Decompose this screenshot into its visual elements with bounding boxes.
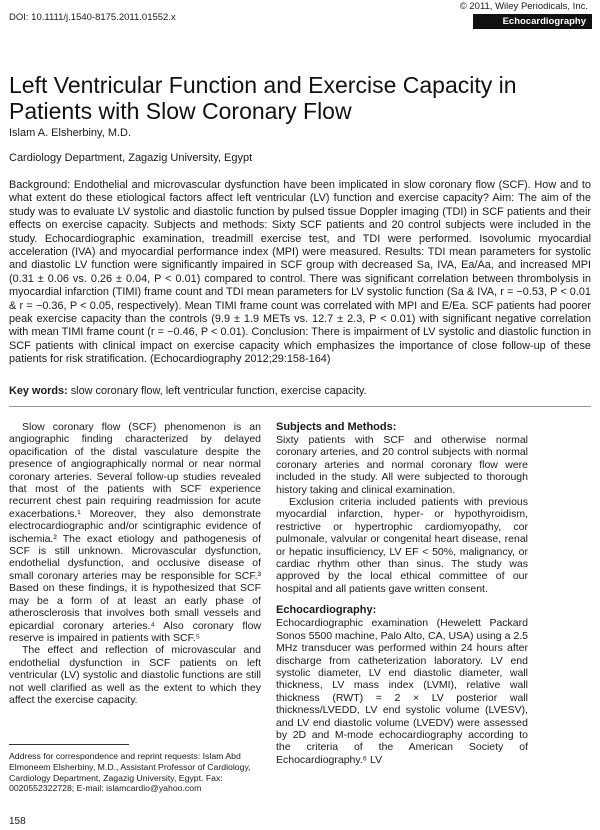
doi-line: DOI: 10.1111/j.1540-8175.2011.01552.x: [9, 12, 176, 23]
copyright-notice: © 2011, Wiley Periodicals, Inc.: [459, 1, 588, 12]
intro-paragraph-1: Slow coronary flow (SCF) phenomenon is an angiographic finding characterized by delayed opacification of the distal vasculature despite the presence of angiographically normal or near normal coronary arteries. Several follow-up studies revealed that most of the patients with SCF experience recurrent chest pain requiring readmission for acute exacerbations.¹ Moreover, they also demonstrate electrocardiographic and/or scintigraphic evidence of ischemia.² The exact etiology and pathogenesis of SCF is still unknown. Microvascular dysfunction, endothelial dysfunction, and occlusive disease of small coronary arteries may be responsible for SCF.³ Based on these findings, it is hypothesized that SCF may be a form of at least an early phase of atherosclerosis that involves both small vessels and epicardial coronary arteries.⁴ Also coronary flow reserve is impaired in patients with SCF.⁵: [9, 421, 261, 644]
page-number: 158: [9, 816, 26, 827]
left-column: [9, 421, 261, 706]
abstract-divider: [9, 406, 591, 407]
correspondence-footnote: Address for correspondence and reprint requests: Islam Abd Elmoneem Elsherbiny, M.D., Assistant Professor of Cardiology, Cardiology Department, Zagazig University, Egypt. Fax: 0020552322728; E-mail: islamcardio@yahoo.com: [9, 751, 251, 794]
section-heading-subjects-methods: Subjects and Methods:: [276, 421, 397, 433]
keywords-text: slow coronary flow, left ventricular function, exercise capacity.: [70, 385, 367, 397]
echo-paragraph: Echocardiographic examination (Hewelett Packard Sonos 5500 machine, Palo Alto, CA, USA) using a 2.5 MHz transducer was performed within 24 hours after discharge from catheterization laboratory. LV end systolic diameter, LV end diastolic diameter, wall thickness, LV mass index (LVMI), relative wall thickness (RWT) = 2 × LV posterior wall thickness/LVEDD, LV end systolic volume (LVESV), and LV end diastolic volume (LVEDV) were assessed by 2D and M-mode echocardiography according to the criteria of the American Society of Echocardiography.⁶ LV: [276, 617, 528, 766]
keywords-line: [9, 385, 591, 398]
methods-paragraph-2: Exclusion criteria included patients with previous myocardial infarction, hyper- or hypothyroidism, restrictive or hypertrophic cardiomyopathy, cor pulmonale, valvular or congenital heart disease, renal or hepatic insufficiency, LV EF < 50%, malignancy, or cardiac rhythm other than sinus. The study was approved by the local ethical committee of our hospital and all patients gave written consent.: [276, 496, 528, 595]
right-column: [276, 421, 528, 766]
keywords-label: Key words:: [9, 385, 68, 397]
section-badge: Echocardiography: [473, 14, 592, 29]
footnote-divider: [9, 744, 129, 745]
section-heading-echocardiography: Echocardiography:: [276, 604, 377, 617]
intro-paragraph-2: The effect and reflection of microvascular and endothelial dysfunction in SCF patients on left ventricular (LV) systolic and diastolic functions are still not well clarified as well as the extent to which they affect the exercise capacity.: [9, 644, 261, 706]
author-name: Islam A. Elsherbiny, M.D.: [9, 127, 132, 139]
article-title: Left Ventricular Function and Exercise Capacity in Patients with Slow Coronary Flow: [9, 72, 517, 125]
methods-paragraph-1: Sixty patients with SCF and otherwise normal coronary arteries, and 20 control subjects with normal coronary arteries and normal coronary flow were included in the study. All were subjected to thorough history taking and clinical examination.: [276, 434, 528, 496]
abstract-text: Background: Endothelial and microvascular dysfunction have been implicated in slow coronary flow (SCF). How and to what extent do these etiological factors affect left ventricular (LV) function and exercise capacity? Aim: The aim of the study was to evaluate LV systolic and diastolic function by pulsed tissue Doppler imaging (TDI) in SCF patients and their effects on exercise capacity. Subjects and methods: Sixty SCF patients and 20 control subjects were included in the study. Echocardiographic examination, treadmill exercise test, and TDI were performed. Isovolumic myocardial acceleration (IVA) and myocardial performance index (MPI) were measured. Results: TDI mean parameters for systolic and diastolic LV function were significantly impaired in SCF group with decreased Sa, IVA, Ea/Aa, and increased MPI (0.31 ± 0.06 vs. 0.26 ± 0.04, P < 0.01) compared to control. There was significant correlation between thrombolysis in myocardial infarction (TIMI) frame count and TDI mean parameters for LV systolic function (Sa & IVA, r = −0.53, P < 0.01 & r = −0.36, P < 0.05, respectively). Mean TIMI frame count was correlated with MPI and E/Ea. SCF patients had poorer peak exercise capacity than the controls (9.9 ± 1.9 METs vs. 12.7 ± 2.3, P < 0.01) with significant negative correlation with mean TIMI frame count (r = −0.46, P < 0.01). Conclusion: There is impairment of LV systolic and diastolic function in SCF patients with clinical impact on exercise capacity which emphasizes the importance of close follow-up of these patients for risk stratification. (Echocardiography 2012;29:158-164): [9, 179, 591, 366]
author-affiliation: Cardiology Department, Zagazig University, Egypt: [9, 152, 253, 164]
